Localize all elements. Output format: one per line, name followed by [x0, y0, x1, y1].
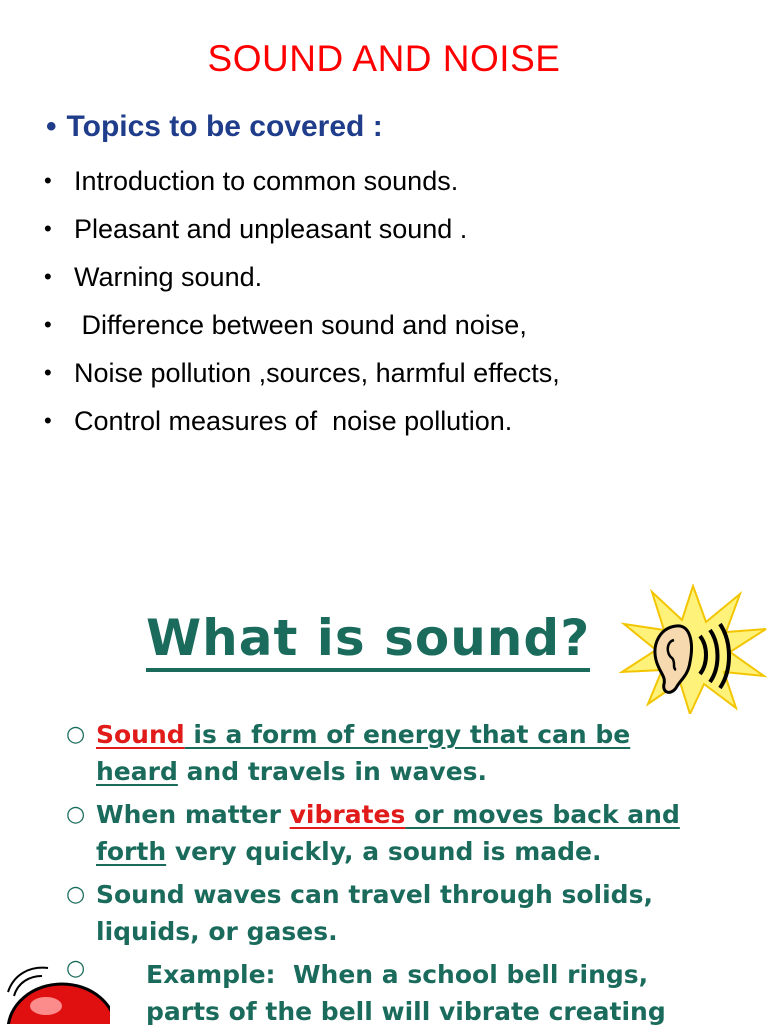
paragraph	[66, 716, 766, 790]
paragraph-text: When matter	[96, 800, 290, 829]
circle-bullet-icon: ○	[66, 722, 86, 747]
example-paragraph	[66, 956, 766, 1030]
list-item	[44, 352, 560, 400]
bell-icon	[0, 960, 110, 1024]
list-item-text: Introduction to common sounds.	[74, 166, 459, 196]
topics-colon: :	[364, 110, 383, 143]
bullet-dot: •	[44, 408, 52, 433]
keyword-vibrates: vibrates	[289, 800, 406, 829]
paragraph-text: very quickly, a sound is made.	[166, 837, 602, 866]
bullet-dot: •	[44, 168, 52, 193]
list-item	[44, 160, 560, 208]
paragraph-text: is a form of energy that can be	[184, 720, 631, 749]
bullet-dot: •	[44, 312, 52, 337]
list-item	[44, 208, 560, 256]
list-item-text: Noise pollution ,sources, harmful effects,	[74, 358, 560, 388]
circle-bullet-icon: ○	[66, 956, 86, 981]
paragraph-text: Example: When a school bell rings,	[146, 960, 649, 989]
circle-bullet-icon: ○	[66, 882, 86, 907]
topics-list	[44, 160, 560, 448]
paragraph-text: and travels in waves.	[177, 757, 488, 786]
bullet-dot: •	[44, 264, 52, 289]
list-item	[44, 304, 560, 352]
paragraph	[66, 796, 766, 870]
list-item	[44, 256, 560, 304]
slide2-body	[66, 716, 766, 956]
bullet-dot: •	[44, 360, 52, 385]
list-item-text: Warning sound.	[74, 262, 263, 292]
paragraph-text: or moves back and	[405, 800, 680, 829]
keyword-sound: Sound	[96, 720, 185, 749]
paragraph-text: liquids, or gases.	[96, 917, 338, 946]
bullet-dot: •	[44, 216, 52, 241]
ear-icon	[618, 584, 768, 714]
keyword-forth: forth	[96, 837, 167, 866]
slide2-title: What is sound?	[146, 608, 590, 672]
keyword-heard: heard	[96, 757, 178, 786]
topics-header	[46, 110, 383, 144]
list-item-text: Control measures of noise pollution.	[74, 406, 513, 436]
paragraph-text: Sound waves can travel through solids,	[96, 880, 653, 909]
list-item	[44, 400, 560, 448]
circle-bullet-icon: ○	[66, 802, 86, 827]
slide-title: SOUND AND NOISE	[207, 38, 561, 79]
paragraph	[66, 876, 766, 950]
bullet-dot: •	[46, 110, 57, 143]
list-item-text: Difference between sound and noise,	[74, 310, 527, 340]
topics-header-text: Topics to be covered	[66, 110, 365, 143]
list-item-text: Pleasant and unpleasant sound .	[74, 214, 468, 244]
paragraph-text: parts of the bell will vibrate creating	[146, 997, 666, 1026]
